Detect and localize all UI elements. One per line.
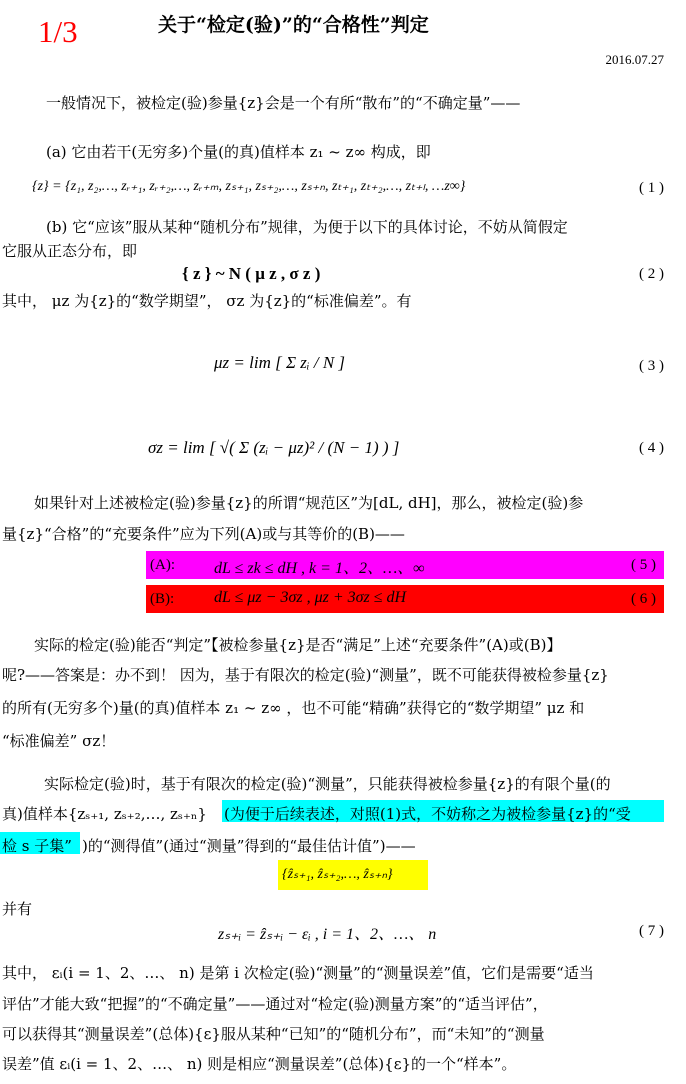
paragraph-line: (a) 它由若干(无穷多)个量(的真)值样本 z₁ ~ z∞ 构成，即: [46, 143, 431, 161]
equation-number: ( 5 ): [631, 557, 656, 573]
paragraph-line: )的“测得值”(通过“测量”得到的“最佳估计值”)——: [82, 837, 416, 855]
highlighted-text: 检 s 子集”: [2, 837, 72, 855]
paragraph-line: 它服从正态分布，即: [2, 242, 138, 260]
equation-number: ( 2 ): [639, 266, 664, 282]
paragraph-line: 如果针对上述被检定(验)参量{z}的所谓“规范区”为[dL, dH]，那么，被检定(验)参: [34, 494, 584, 512]
equation-number: ( 3 ): [639, 358, 664, 374]
paragraph-line: 实际检定(验)时，基于有限次的检定(验)“测量”，只能获得被检参量{z}的有限个量(的: [44, 775, 611, 793]
equation-number: ( 4 ): [639, 440, 664, 456]
condition-a-equation: dL ≤ zk ≤ dH , k = 1、2、…、∞: [214, 560, 425, 577]
equation-7: zₛ₊ᵢ = ẑₛ₊ᵢ − εᵢ , i = 1、2、…、 n: [218, 926, 437, 943]
paragraph-line: (b) 它“应该”服从某种“随机分布”规律，为便于以下的具体讨论，不妨从简假定: [46, 218, 568, 236]
paragraph-line: 实际的检定(验)能否“判定”【被检参量{z}是否“满足”上述“充要条件”(A)或(B)】: [34, 636, 562, 654]
paragraph-line: 可以获得其“测量误差”(总体){ε}服从某种“已知”的“随机分布”，而“未知”的“测量: [2, 1025, 545, 1043]
paragraph-line: 评估”才能大致“把握”的“不确定量”——通过对“检定(验)测量方案”的“适当评估”，: [2, 995, 548, 1013]
equation-3: μz = lim [ Σ zᵢ / N ]: [214, 353, 346, 372]
paragraph-line: 真)值样本{zₛ₊₁, zₛ₊₂,…, zₛ₊ₙ}: [2, 805, 207, 823]
paragraph-line: 其中， μz 为{z}的“数学期望”， σz 为{z}的“标准偏差”。有: [2, 292, 412, 310]
equation-4: σz = lim [ √( Σ (zᵢ − μz)² / (N − 1) ) ]: [148, 438, 400, 457]
equation-1: {z} = {z₁, z₂,…, zᵣ₊₁, zᵣ₊₂,…, zᵣ₊ₘ, zₛ₊₁, zₛ₊₂,…, zₛ₊ₙ, zₜ₊₁, zₜ₊₂,…, zₜ₊ₗ, …z∞}: [32, 179, 466, 194]
equation-number: ( 6 ): [631, 591, 656, 607]
page-number: 1/3: [38, 14, 78, 49]
condition-a-label: (A):: [150, 557, 175, 573]
document-date: 2016.07.27: [605, 52, 664, 67]
document-title: 关于“检定(验)”的“合格性”判定: [158, 14, 429, 36]
equation-number: ( 7 ): [639, 923, 664, 939]
equation-number: ( 1 ): [639, 180, 664, 196]
highlighted-text: (为便于后续表述，对照(1)式，不妨称之为被检参量{z}的“受: [224, 805, 631, 823]
paragraph-line: “标准偏差” σz！: [2, 732, 116, 750]
paragraph-line: 一般情况下，被检定(验)参量{z}会是一个有所“散布”的“不确定量”——: [46, 94, 521, 112]
paragraph-line: 量{z}“合格”的“充要条件”应为下列(A)或与其等价的(B)——: [2, 525, 405, 543]
paragraph-line: 并有: [2, 900, 33, 918]
equation-2: { z } ~ N ( μ z , σ z ): [182, 264, 321, 283]
paragraph-line: 的所有(无穷多个)量(的真)值样本 z₁ ~ z∞ ，也不可能“精确”获得它的“数学期望” μz 和: [2, 699, 585, 717]
paragraph-line: 其中， εᵢ(i = 1、2、…、 n) 是第 i 次检定(验)“测量”的“测量误差”值，它们是需要“适当: [2, 964, 594, 982]
condition-b-equation: dL ≤ μz − 3σz , μz + 3σz ≤ dH: [214, 589, 407, 606]
paragraph-line: 呢?——答案是：办不到！ 因为，基于有限次的检定(验)“测量”，既不可能获得被检参量{z}: [2, 666, 609, 684]
paragraph-line: 误差”值 εᵢ(i = 1、2、…、 n) 则是相应“测量误差”(总体){ε}的一个“样本”。: [2, 1055, 517, 1073]
estimate-set: {ẑₛ₊₁, ẑₛ₊₂,…, ẑₛ₊ₙ}: [282, 867, 393, 882]
condition-b-label: (B):: [150, 591, 175, 607]
